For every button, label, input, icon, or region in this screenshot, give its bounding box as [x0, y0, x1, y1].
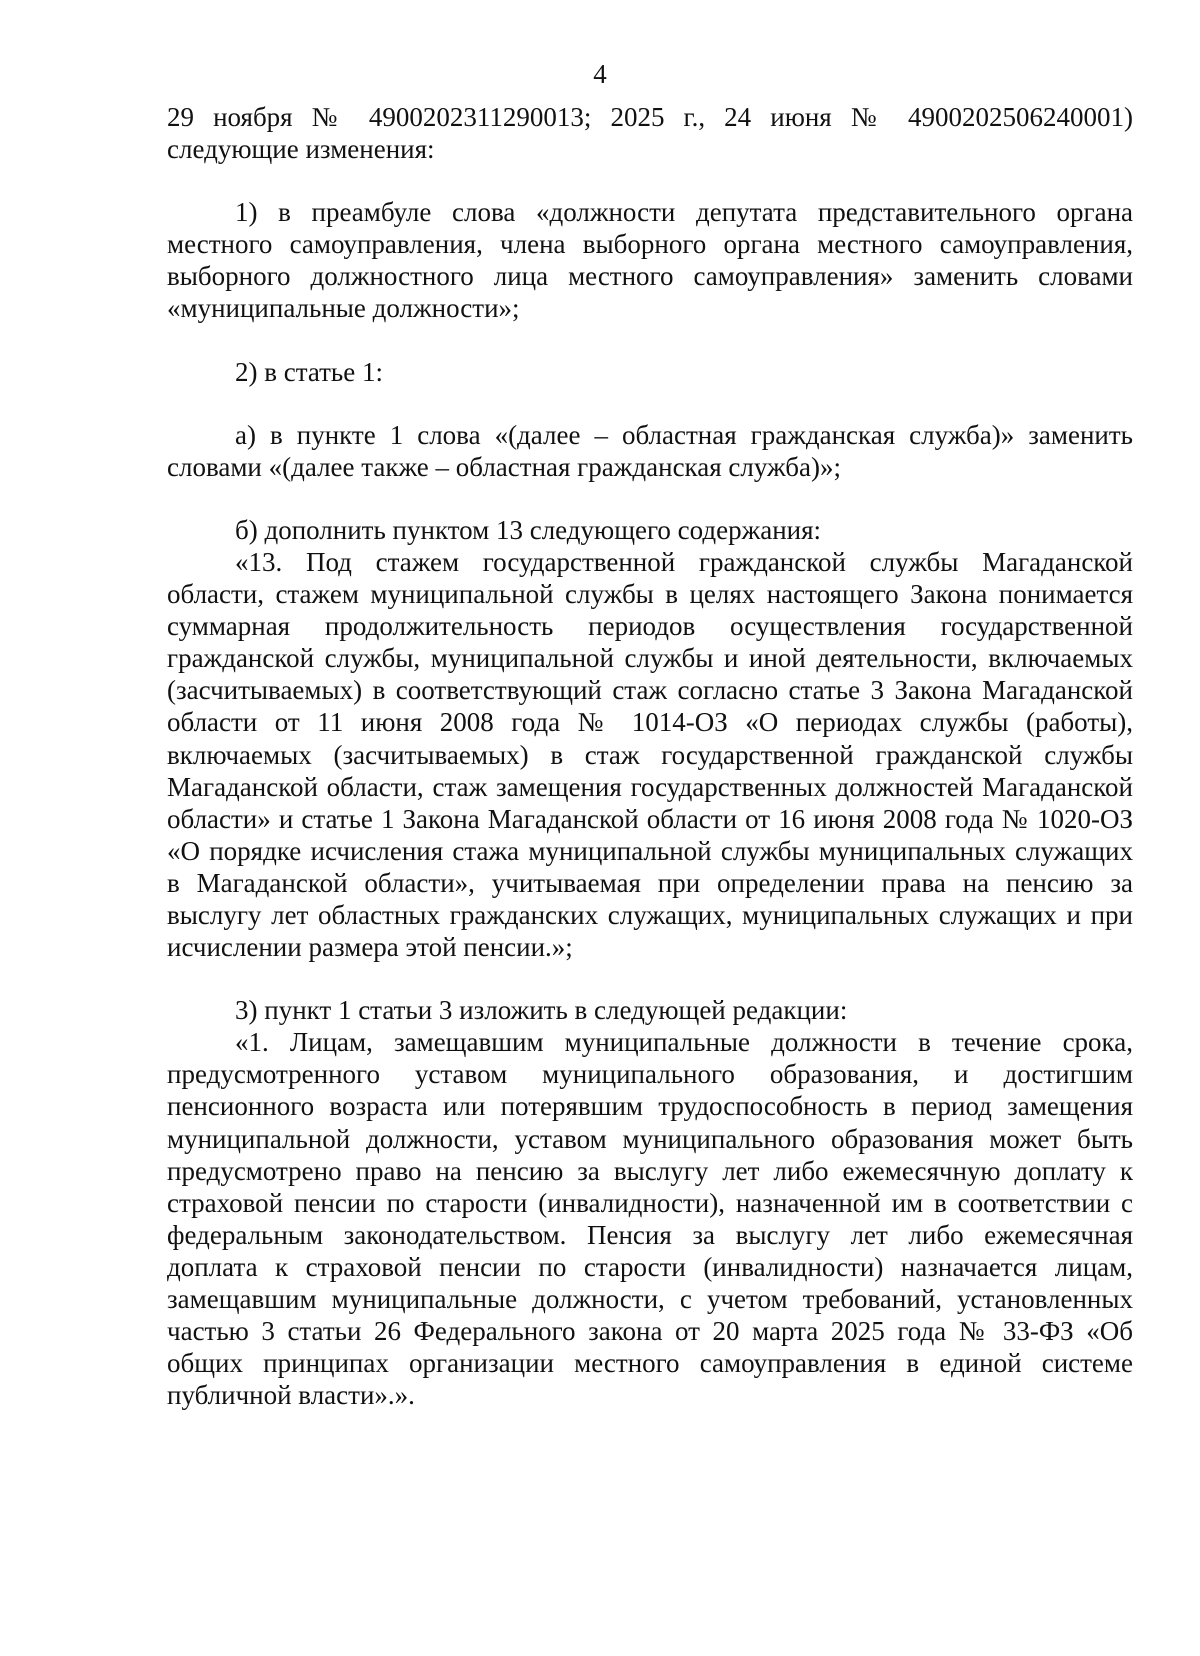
paragraph-subitem-a: а) в пункте 1 слова «(далее – областная гражданская служба)» заменить словами «(далее также – областная гражданская служба)»; [167, 419, 1133, 482]
document-body [167, 101, 1133, 1411]
paragraph-item-3-article-3: 3) пункт 1 статьи 3 изложить в следующей редакции: [235, 995, 848, 1026]
paragraph-point-13-text: «13. Под стажем государственной гражданской службы Магаданской области, стажем муниципальной службы в целях настоящего Закона понимается суммарная продолжительность периодов осуществления государственной гражданской службы, муниципальной службы и иной деятельности, включаемых (засчитываемых) в соответствующий стаж согласно статье 3 Закона Магаданской области от 11 июня 2008 года № 1014-ОЗ «О периодах службы (работы), включаемых (засчитываемых) в стаж государственной гражданской службы Магаданской области, стаж замещения государственных должностей Магаданской области» и статье 1 Закона Магаданской области от 16 июня 2008 года № 1020-ОЗ «О порядке исчисления стажа муниципальной службы муниципальных служащих в Магаданской области», учитываемая при определении права на пенсию за выслугу лет областных гражданских служащих, муниципальных служащих и при исчислении размера этой пенсии.»; [167, 546, 1133, 963]
paragraph-item-1-preamble: 1) в преамбуле слова «должности депутата представительного органа местного самоуправления, члена выборного органа местного самоуправления, выборного должностного лица местного самоуправления» заменить словами «муниципальные должности»; [167, 197, 1133, 324]
paragraph-subitem-b: б) дополнить пунктом 13 следующего содержания: [235, 514, 822, 545]
paragraph-item-2-article-1: 2) в статье 1: [235, 356, 383, 387]
paragraph-point-1-text: «1. Лицам, замещавшим муниципальные должности в течение срока, предусмотренного уставом муниципального образования, и достигшим пенсионного возраста или потерявшим трудоспособность в период замещения муниципальной должности, уставом муниципального образования может быть предусмотрено право на пенсию за выслугу лет либо ежемесячную доплату к страховой пенсии по старости (инвалидности), назначенной им в соответствии с федеральным законодательством. Пенсия за выслугу лет либо ежемесячная доплата к страховой пенсии по старости (инвалидности) назначается лицам, замещавшим муниципальные должности, с учетом требований, установленных частью 3 статьи 26 Федерального закона от 20 марта 2025 года № 33-ФЗ «Об общих принципах организации местного самоуправления в единой системе публичной власти».». [167, 1027, 1133, 1411]
page-number: 4 [593, 59, 607, 89]
paragraph-continuation: 29 ноября № 4900202311290013; 2025 г., 24 июня № 4900202506240001) следующие изменения: [167, 102, 1133, 165]
